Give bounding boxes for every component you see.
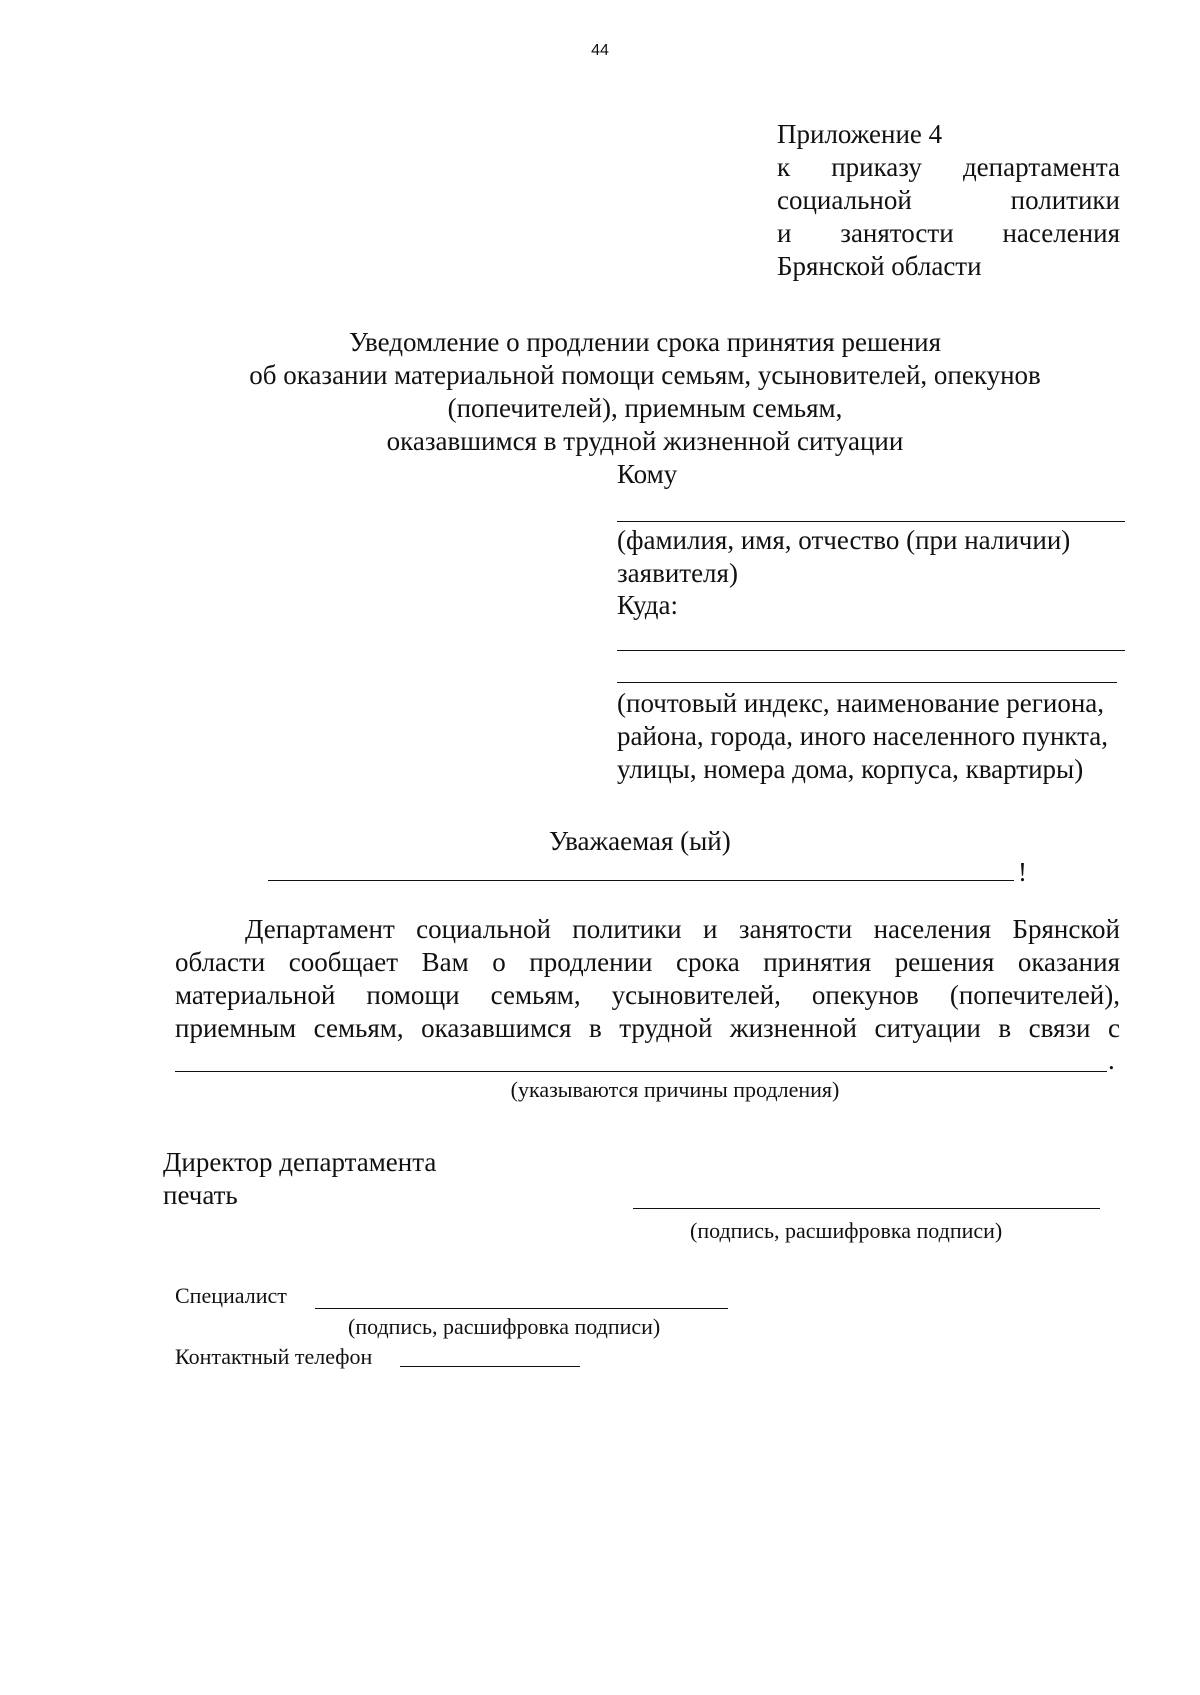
body-line-3: материальной помощи семьям, усыновителей, опекунов (попечителей), bbox=[175, 980, 1120, 1010]
director-signature-line[interactable] bbox=[633, 1208, 1100, 1209]
address-line-1[interactable] bbox=[617, 650, 1125, 651]
document-title-line-1: Уведомление о продлении срока принятия решения bbox=[348, 327, 942, 357]
phone-line[interactable] bbox=[400, 1366, 580, 1367]
appendix-line-social: социальной политики bbox=[777, 185, 1120, 215]
body-line-4: приемным семьям, оказавшимся в трудной жизненной ситуации в связи с bbox=[175, 1013, 1120, 1043]
address-hint-line-1: (почтовый индекс, наименование региона, bbox=[617, 688, 1105, 718]
to-name-line[interactable] bbox=[617, 521, 1125, 522]
address-line-2[interactable] bbox=[617, 682, 1117, 683]
salutation-exclamation: ! bbox=[1018, 857, 1027, 887]
reason-line[interactable] bbox=[175, 1071, 1107, 1072]
appendix-line-order: к приказу департамента bbox=[777, 152, 1120, 182]
body-line-2: области сообщает Вам о продлении срока принятия решения оказания bbox=[175, 947, 1120, 977]
page-number: 44 bbox=[591, 42, 609, 59]
appendix-title: Приложение 4 bbox=[777, 119, 943, 149]
to-label: Кому bbox=[617, 459, 678, 489]
specialist-signature-line[interactable] bbox=[315, 1308, 728, 1309]
document-title-line-4: оказавшимся в трудной жизненной ситуации bbox=[386, 426, 904, 456]
address-hint-line-2: района, города, иного населенного пункта, bbox=[617, 721, 1109, 751]
phone-label: Контактный телефон bbox=[175, 1344, 373, 1369]
document-title-line-2: об оказании материальной помощи семьям, усыновителей, опекунов bbox=[249, 360, 1041, 390]
specialist-signature-hint: (подпись, расшифровка подписи) bbox=[348, 1314, 661, 1339]
to-hint-line-1: (фамилия, имя, отчество (при наличии) bbox=[617, 525, 1071, 555]
director-signature-hint: (подпись, расшифровка подписи) bbox=[690, 1218, 1003, 1243]
salutation-name-line[interactable] bbox=[268, 880, 1014, 881]
salutation-text: Уважаемая (ый) bbox=[549, 826, 731, 856]
reason-end-dot: . bbox=[1108, 1045, 1115, 1075]
appendix-line-employment: и занятости населения bbox=[777, 218, 1120, 248]
specialist-label: Специалист bbox=[175, 1283, 287, 1308]
body-line-1: Департамент социальной политики и занятости населения Брянской bbox=[245, 914, 1120, 944]
to-hint-line-2: заявителя) bbox=[617, 558, 738, 588]
document-title-line-3: (попечителей), приемным семьям, bbox=[447, 393, 843, 423]
seal-label: печать bbox=[163, 1180, 238, 1210]
reason-hint: (указываются причины продления) bbox=[510, 1077, 840, 1102]
address-hint-line-3: улицы, номера дома, корпуса, квартиры) bbox=[617, 754, 1084, 784]
address-label: Куда: bbox=[617, 590, 679, 620]
director-label: Директор департамента bbox=[163, 1147, 437, 1177]
appendix-line-region: Брянской области bbox=[777, 251, 982, 281]
